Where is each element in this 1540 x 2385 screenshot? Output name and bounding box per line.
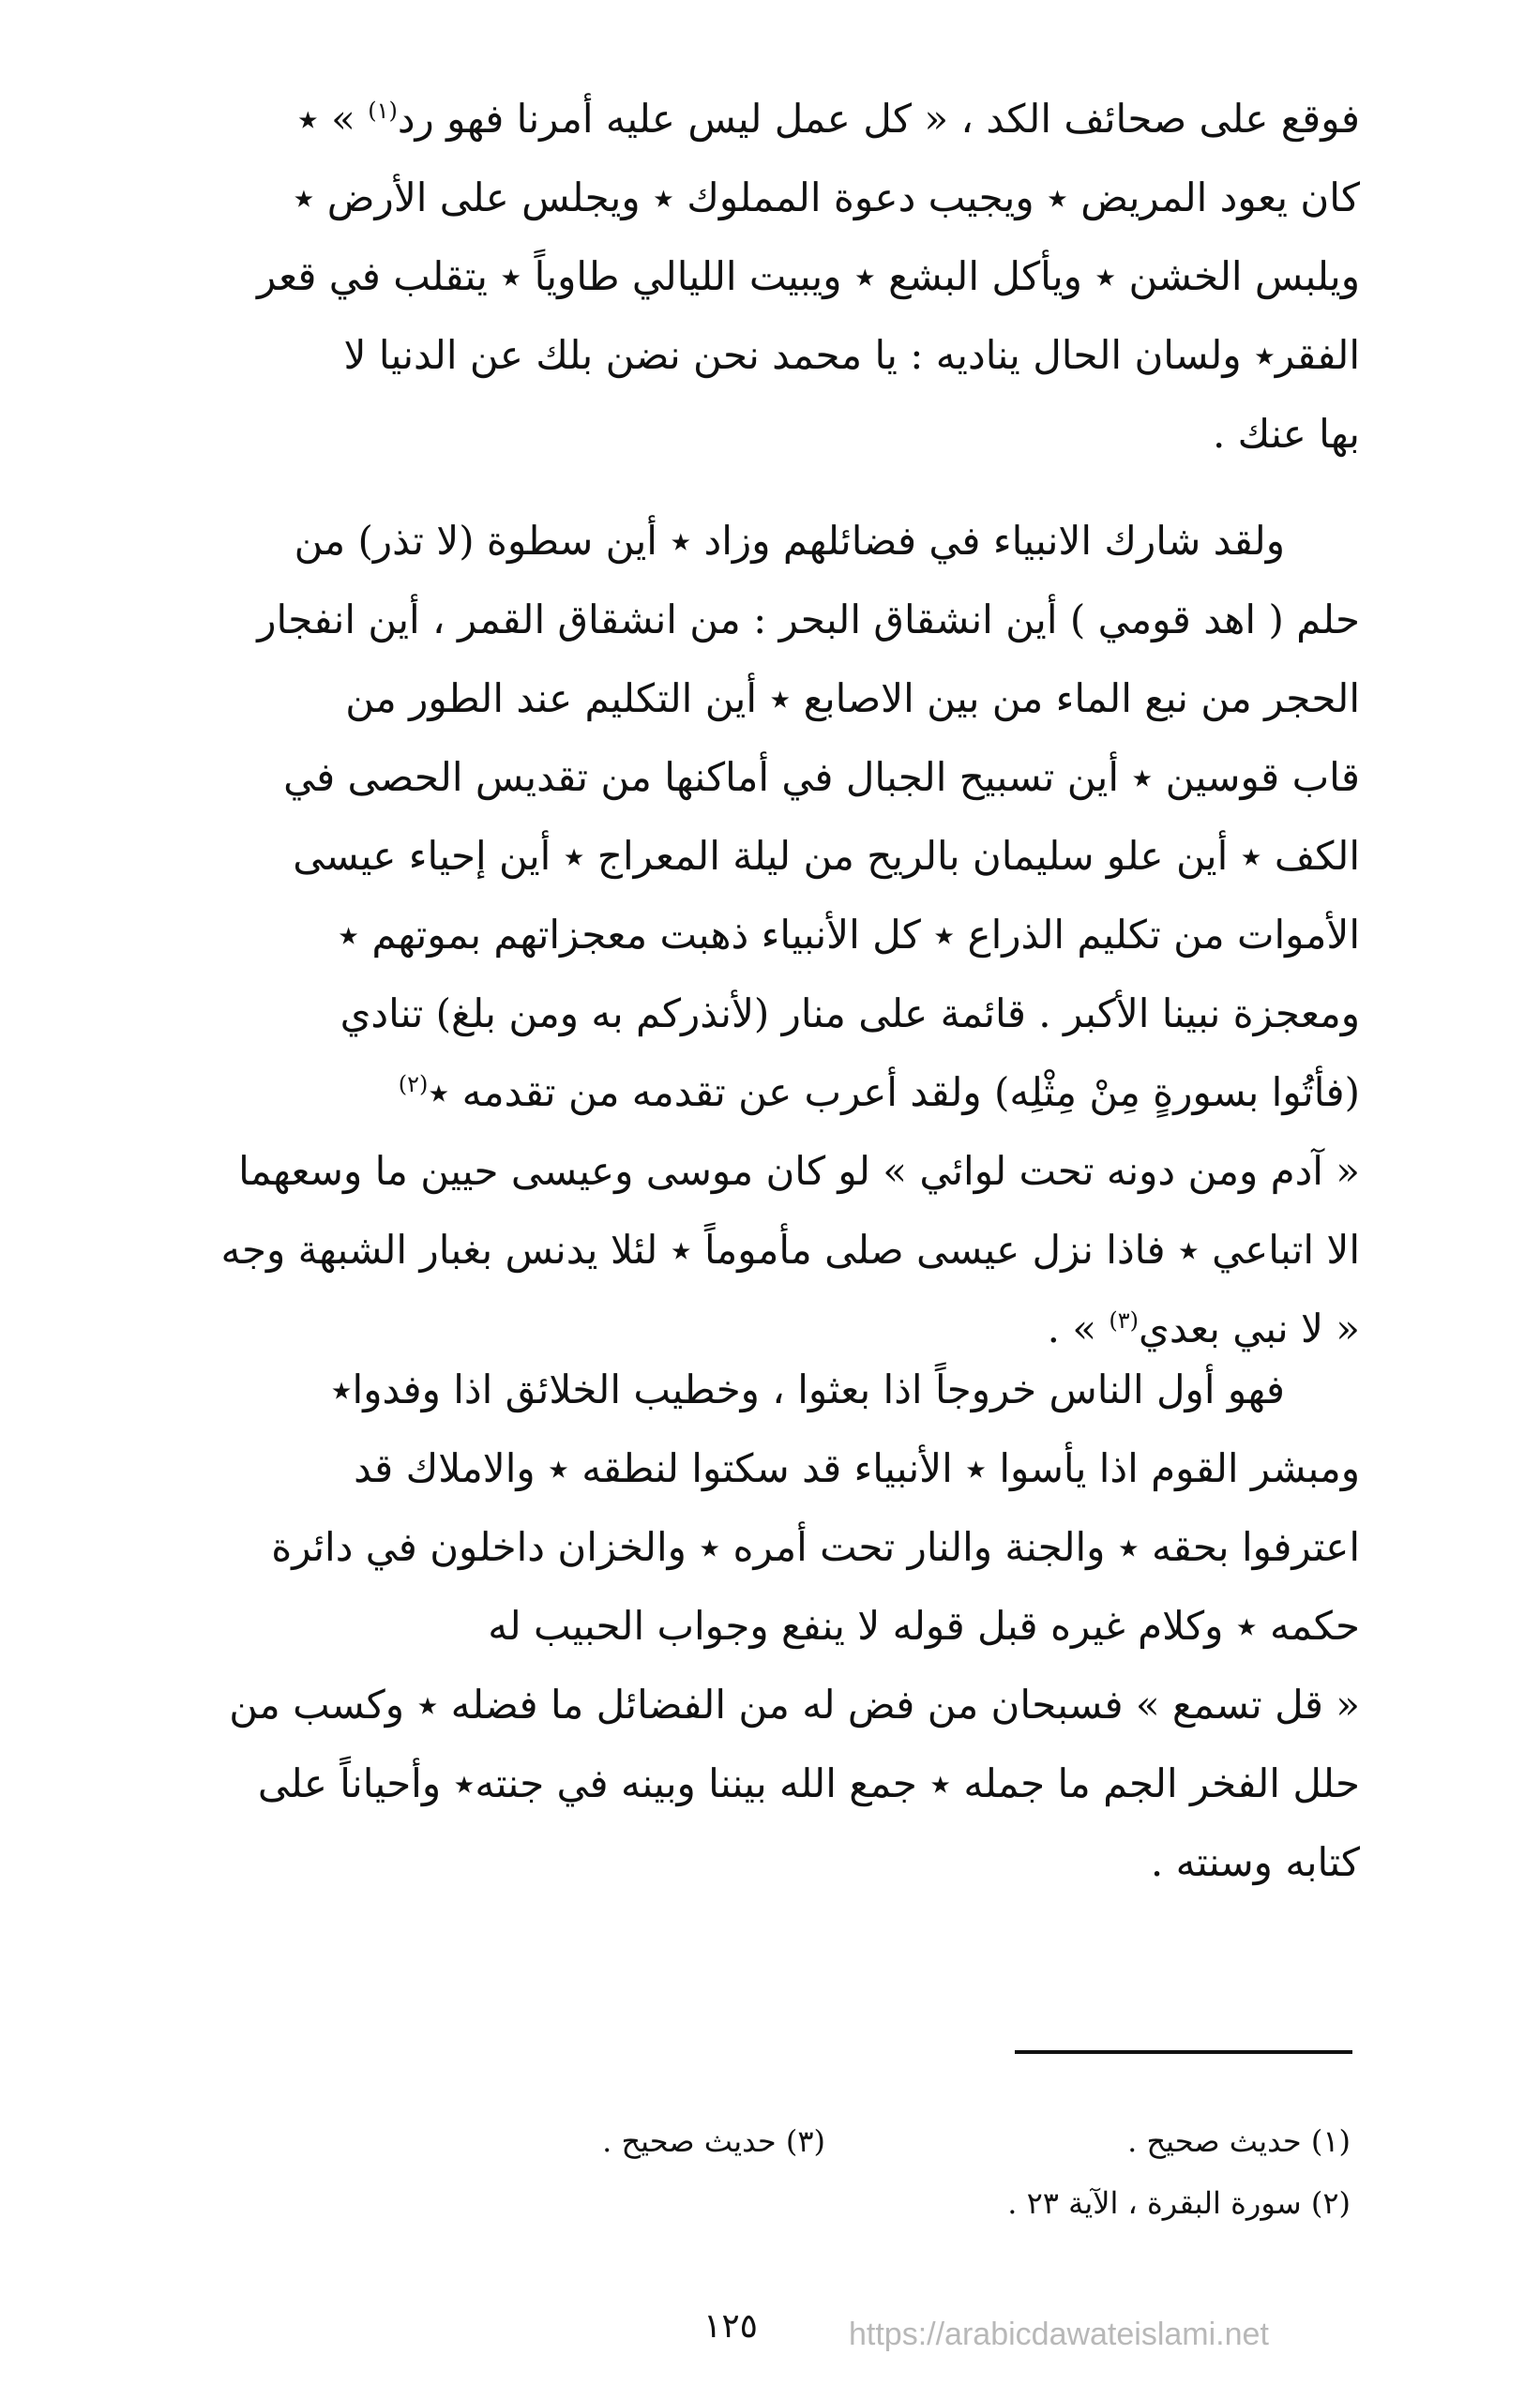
text-line: (فأتُوا بسورةٍ مِنْ مِثْلِه) ولقد أعرب عن تقدمه من تقدمه ٭$^{(٢)}$ xyxy=(398,1069,1360,1115)
text-line: اعترفوا بحقه ٭ والجنة والنار تحت أمره ٭ والخزان داخلون في دائرة xyxy=(271,1524,1360,1570)
text-line: كتابه وسنته . xyxy=(1150,1839,1360,1885)
text-line: ويلبس الخشن ٭ ويأكل البشع ٭ ويبيت الليالي طاوياً ٭ يتقلب في قعر xyxy=(256,253,1360,299)
text-line: الا اتباعي ٭ فاذا نزل عيسى صلى مأموماً ٭ لئلا يدنس بغبار الشبهة وجه xyxy=(220,1227,1360,1273)
text-line: بها عنك . xyxy=(1212,411,1360,457)
paragraph-2 xyxy=(169,502,1360,1368)
footnote-row xyxy=(169,2172,1351,2234)
footnote-divider xyxy=(1015,2050,1352,2054)
text-line: الكف ٭ أين علو سليمان بالريح من ليلة المعراج ٭ أين إحياء عيسى xyxy=(293,833,1360,879)
text-line: حلل الفخر الجم ما جمله ٭ جمع الله بيننا وبينه في جنته٭ وأحياناً على xyxy=(257,1760,1360,1806)
text-line: فوقع على صحائف الكد ، « كل عمل ليس عليه أمرنا فهو رد$^{(١)}$ » ٭ xyxy=(296,96,1360,142)
text-line: حلم ( اهد قومي ) أين انشقاق البحر : من انشقاق القمر ، أين انفجار xyxy=(257,596,1360,642)
text-line: الحجر من نبع الماء من بين الاصابع ٭ أين التكليم عند الطور من xyxy=(345,675,1360,721)
footnote-marker: (١) xyxy=(368,98,398,124)
footnote-3: (٣) حديث صحيح . xyxy=(602,2123,825,2159)
footnote-marker: (٢) xyxy=(398,1071,429,1097)
text-line: ولقد شارك الانبياء في فضائلهم وزاد ٭ أين سطوة (لا تذر) من xyxy=(294,518,1285,564)
watermark-url: https://arabicdawateislami.net xyxy=(849,2317,1269,2352)
text-line: « لا نبي بعدي$^{(٣)}$ » . xyxy=(1047,1306,1360,1351)
footnote-row xyxy=(169,2110,1351,2172)
text-line: الفقر٭ ولسان الحال يناديه : يا محمد نحن نضن بلك عن الدنيا لا xyxy=(343,332,1360,378)
paragraph-1 xyxy=(169,80,1360,474)
text-line: ومعجزة نبينا الأكبر . قائمة على منار (لأنذركم به ومن بلغ) تنادي xyxy=(340,990,1360,1036)
footnote-marker: (٣) xyxy=(1109,1307,1140,1334)
text-line: قاب قوسين ٭ أين تسبيح الجبال في أماكنها من تقديس الحصى في xyxy=(283,754,1360,800)
paragraph-3 xyxy=(169,1351,1360,1902)
page-number: ١٢٥ xyxy=(703,2307,759,2346)
footnote-2: (٢) سورة البقرة ، الآية ٢٣ . xyxy=(1007,2185,1351,2221)
footnote-1: (١) حديث صحيح . xyxy=(1127,2123,1351,2159)
text-line: كان يعود المريض ٭ ويجيب دعوة المملوك ٭ ويجلس على الأرض ٭ xyxy=(293,174,1360,220)
text-line: الأموات من تكليم الذراع ٭ كل الأنبياء ذهبت معجزاتهم بموتهم ٭ xyxy=(338,912,1360,958)
text-line: « قل تسمع » فسبحان من فض له من الفضائل ما فضله ٭ وكسب من xyxy=(229,1682,1360,1728)
text-line: فهو أول الناس خروجاً اذا بعثوا ، وخطيب الخلائق اذا وفدوا٭ xyxy=(330,1366,1285,1412)
text-line: ومبشر القوم اذا يأسوا ٭ الأنبياء قد سكتوا لنطقه ٭ والاملاك قد xyxy=(354,1445,1360,1491)
footnotes xyxy=(169,2110,1351,2234)
text-line: حكمه ٭ وكلام غيره قبل قوله لا ينفع وجواب الحبيب له xyxy=(488,1603,1360,1649)
text-line: « آدم ومن دونه تحت لوائي » لو كان موسى وعيسى حيين ما وسعهما xyxy=(238,1148,1360,1194)
